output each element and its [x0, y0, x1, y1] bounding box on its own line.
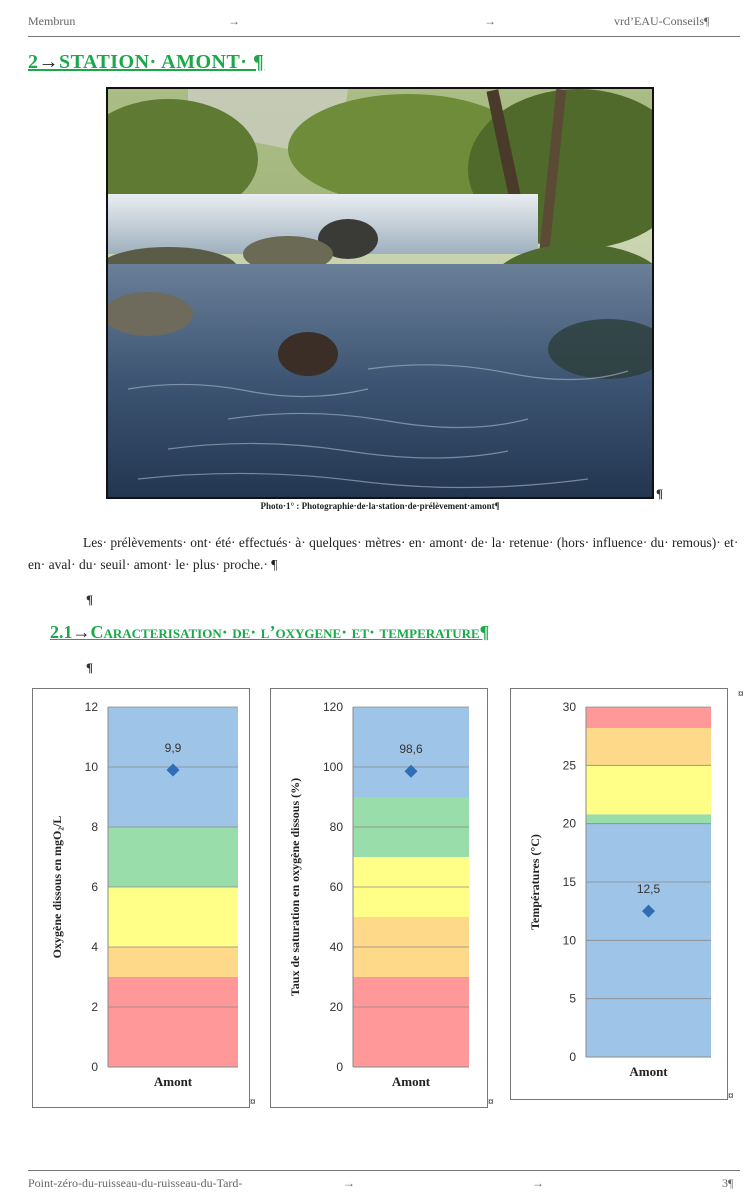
footer-left: Point-zéro-du-ruisseau-du-ruisseau-du-Tard-: [28, 1176, 243, 1190]
y-axis-label: Températures (°C): [528, 834, 542, 930]
subsection-title-text: Caracterisation· de· l’oxygene· et· temperature¶: [90, 622, 490, 642]
quality-band-0: [108, 977, 238, 1067]
x-category-label: Amont: [629, 1064, 668, 1079]
river-photo-illustration: [108, 89, 652, 497]
y-tick-label: 0: [91, 1060, 98, 1074]
data-label: 98,6: [399, 742, 423, 757]
subsection-title: [50, 622, 489, 643]
subsection-tab-arrow: →: [72, 622, 91, 642]
empty-paragraph-mark: ¶: [86, 660, 94, 675]
quality-band-1: [108, 947, 238, 977]
data-label: 12,5: [636, 882, 661, 897]
y-tick-label: 5: [569, 991, 576, 1006]
section-title-text: STATION· AMONT· ¶: [59, 51, 265, 73]
footer-rule: [28, 1170, 740, 1171]
subsection-number: 2.1: [50, 622, 73, 642]
chart-oxygen-svg: [33, 689, 249, 1107]
footer-tab-arrow: →: [343, 1176, 355, 1190]
empty-paragraph-mark: ¶: [86, 592, 94, 607]
header-rule: [28, 36, 740, 37]
quality-band-3: [586, 728, 711, 765]
y-tick-label: 30: [562, 700, 576, 714]
section-tab-arrow: →: [38, 51, 59, 73]
quality-band-3: [108, 827, 238, 887]
header-tab-arrow: →: [484, 14, 496, 28]
y-tick-label: 10: [562, 933, 576, 948]
chart-temperature: [510, 688, 728, 1100]
photo-pilcrow: ¶: [656, 486, 664, 501]
y-tick-label: 25: [562, 758, 576, 773]
x-category-label: Amont: [153, 1074, 193, 1089]
footer-page-number: 3¶: [722, 1176, 734, 1190]
y-tick-label: 60: [329, 880, 343, 894]
chart-saturation-svg: [271, 689, 487, 1107]
header-left: Membrun: [28, 14, 76, 28]
station-photo: [106, 87, 654, 499]
y-tick-label: 2: [91, 1000, 98, 1014]
table-cell-mark: ¤: [488, 1096, 494, 1108]
table-cell-mark: ¤: [250, 1096, 256, 1108]
footer-tab-arrow: →: [532, 1176, 544, 1190]
y-axis-label: Oxygène dissous en mgO₂/L: [50, 815, 64, 959]
y-tick-label: 20: [329, 1000, 343, 1014]
table-cell-mark: ¤: [728, 1090, 734, 1102]
chart-oxygen-dissolved: [32, 688, 250, 1108]
y-tick-label: 10: [84, 760, 98, 774]
quality-band-4: [586, 707, 711, 728]
y-tick-label: 15: [562, 875, 576, 889]
y-tick-label: 6: [91, 880, 98, 894]
y-axis-label: Taux de saturation en oxygène dissous (%): [288, 777, 302, 997]
y-tick-label: 12: [84, 700, 98, 714]
y-tick-label: 8: [91, 820, 98, 834]
quality-band-2: [108, 887, 238, 947]
y-tick-label: 100: [322, 760, 343, 774]
chart-temperature-svg: [511, 689, 727, 1099]
y-tick-label: 0: [569, 1050, 576, 1064]
header-right: vrd’EAU-Conseils¶: [614, 14, 710, 28]
photo-caption: Photo·1° : Photographie·de·la·station·de·prélèvement·amont¶: [260, 501, 500, 511]
y-tick-label: 80: [329, 820, 343, 834]
y-tick-label: 0: [336, 1060, 343, 1074]
section-title: [28, 51, 264, 74]
y-tick-label: 20: [562, 816, 576, 831]
body-paragraph: Les· prélèvements· ont· été· effectués· à· quelques· mètres· en· amont· de· la· retenue· (hors· influence· du· remous)· et· en· aval· du· seuil· amont· le· plus· proche.· ¶: [28, 535, 739, 572]
header-tab-arrow: →: [228, 14, 240, 28]
y-tick-label: 4: [91, 940, 98, 954]
chart-oxygen-saturation: [270, 688, 488, 1108]
quality-band-1: [586, 814, 711, 823]
y-tick-label: 120: [322, 700, 343, 714]
x-category-label: Amont: [391, 1074, 431, 1089]
table-row-mark: ¤: [738, 688, 744, 700]
quality-band-2: [586, 765, 711, 814]
quality-band-0: [353, 977, 469, 1067]
data-label: 9,9: [164, 741, 182, 755]
section-number: 2: [28, 51, 39, 73]
y-tick-label: 40: [329, 940, 343, 954]
